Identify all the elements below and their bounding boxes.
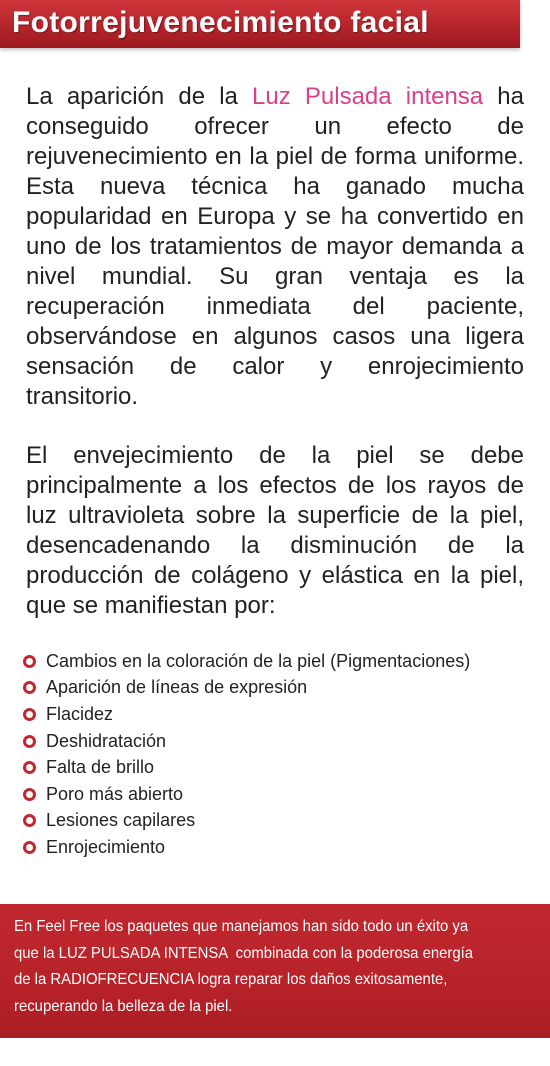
- list-item: [22, 675, 542, 702]
- aging-paragraph: El envejecimiento de la piel se debe principalmente a los efectos de los rayos de luz ultravioleta sobre la superficie de la piel, desencadenando la disminución de la producción de colágeno y elástica en la piel, que se manifiestan por:: [26, 442, 524, 619]
- list-item: [22, 834, 542, 861]
- intro-paragraph: [26, 82, 524, 412]
- list-item: [22, 808, 542, 835]
- promo-line: que la LUZ PULSADA INTENSA combinada con la poderosa energía: [14, 944, 474, 962]
- list-item-label: Lesiones capilares: [46, 810, 196, 831]
- list-item: [22, 701, 542, 728]
- promo-banner: [0, 904, 550, 1038]
- luz-pulsada-highlight: Luz Pulsada intensa: [252, 83, 484, 110]
- list-item-label: Deshidratación: [46, 730, 167, 751]
- list-item-label: Enrojecimiento: [46, 836, 166, 857]
- bullet-circle-icon: [23, 761, 36, 774]
- bullet-circle-icon: [23, 708, 36, 721]
- promo-text: [14, 914, 535, 1020]
- bullet-circle-icon: [23, 841, 36, 854]
- intro-lead: La aparición de la: [26, 83, 253, 110]
- title-banner: [0, 0, 520, 48]
- symptoms-list: [22, 648, 542, 861]
- promo-line: de la RADIOFRECUENCIA logra reparar los daños exitosamente,: [14, 971, 448, 988]
- bullet-circle-icon: [23, 788, 36, 801]
- bullet-circle-icon: [23, 681, 36, 694]
- list-item: [22, 781, 542, 808]
- list-item-label: Falta de brillo: [46, 757, 155, 778]
- intro-rest: ha conseguido ofrecer un efecto de rejuvenecimiento en la piel de forma uniforme. Esta nueva técnica ha ganado mucha popularidad en Europa y se ha convertido en uno de los tratamientos de mayor demanda a nivel mundial. Su gran ventaja es la recuperación inmediata del paciente, observándose en algunos casos una ligera sensación de calor y enrojecimiento transitorio.: [26, 83, 524, 410]
- bullet-circle-icon: [23, 814, 36, 827]
- list-item: [22, 754, 542, 781]
- promo-line: recuperando la belleza de la piel.: [14, 997, 233, 1015]
- page-title: Fotorrejuvenecimiento facial: [12, 6, 429, 39]
- bullet-circle-icon: [23, 655, 36, 668]
- bullet-circle-icon: [23, 735, 36, 748]
- list-item-label: Aparición de líneas de expresión: [46, 677, 308, 698]
- list-item: [22, 728, 542, 755]
- list-item-label: Cambios en la coloración de la piel (Pigmentaciones): [46, 650, 471, 671]
- list-item-label: Flacidez: [46, 703, 114, 724]
- promo-line: En Feel Free los paquetes que manejamos han sido todo un éxito ya: [14, 918, 469, 935]
- list-item-label: Poro más abierto: [46, 783, 184, 804]
- list-item: [22, 648, 542, 675]
